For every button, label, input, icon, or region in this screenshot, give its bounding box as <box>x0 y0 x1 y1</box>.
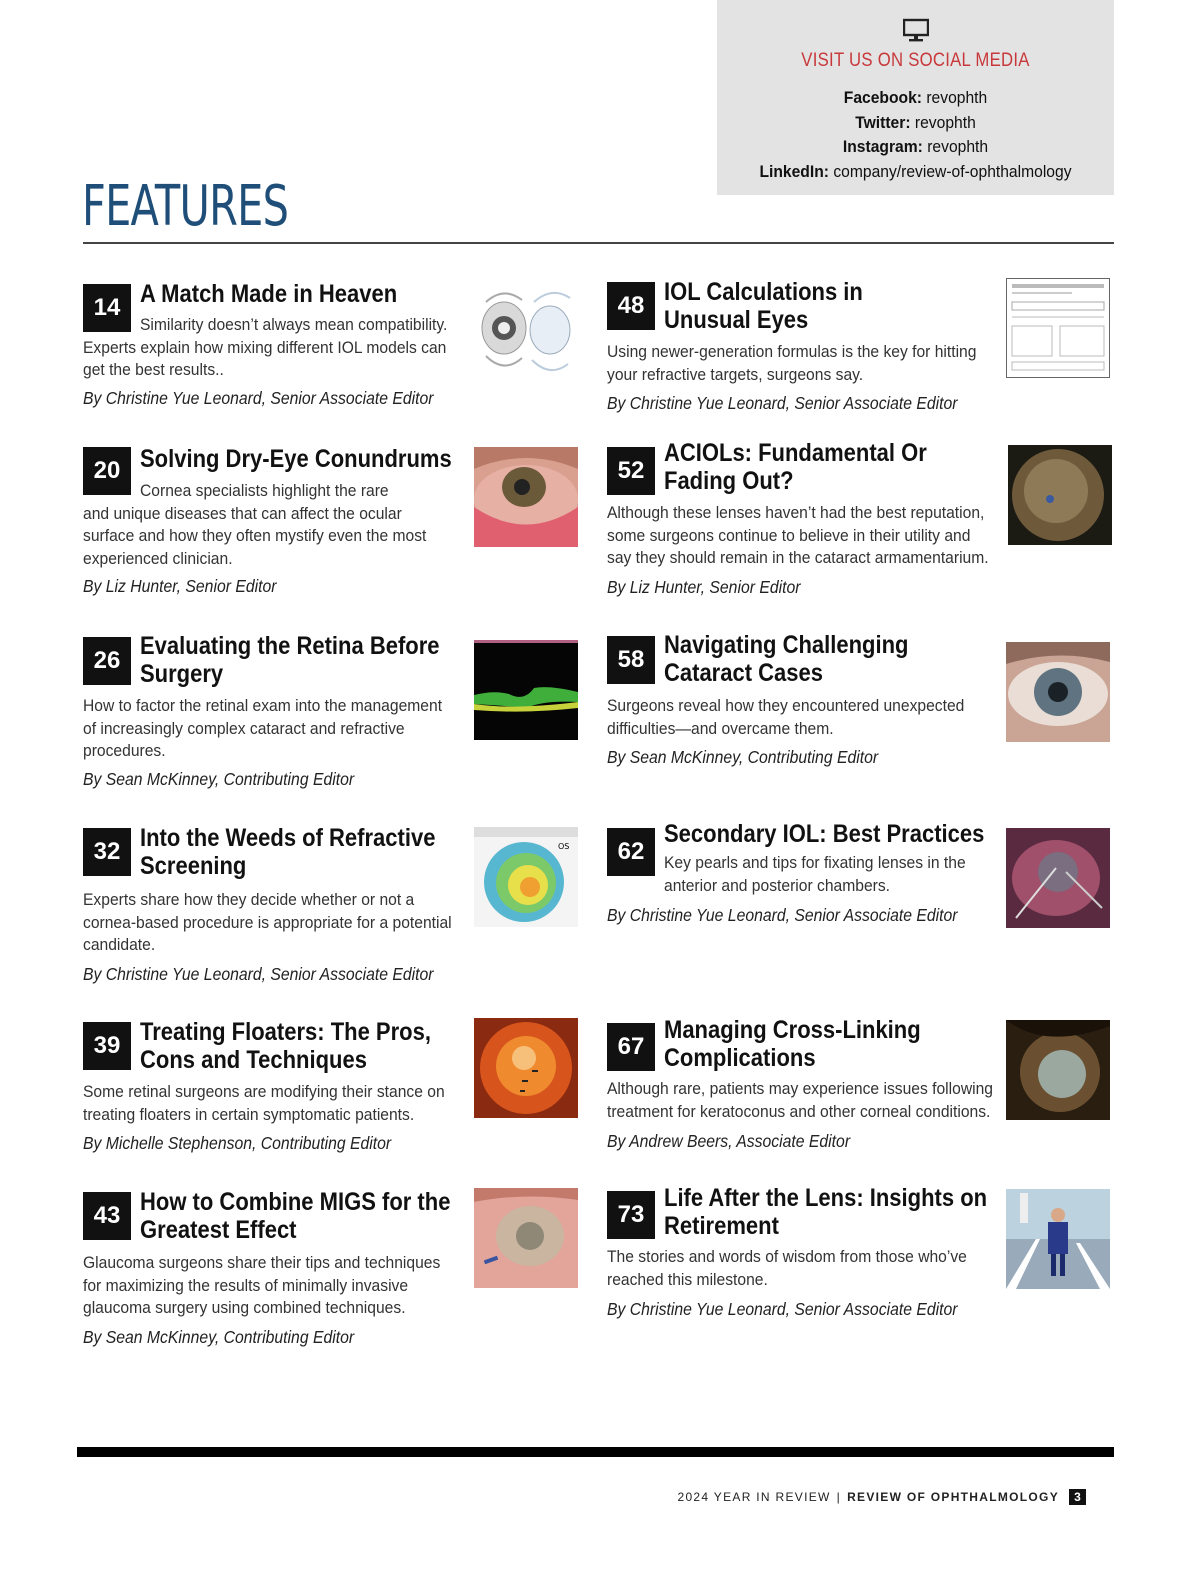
iol-lenses-icon <box>474 282 578 382</box>
cataract-eye-photo-icon <box>1006 642 1110 742</box>
article-title-line: Life After the Lens: Insights on <box>664 1184 988 1212</box>
page-number: 3 <box>1069 1489 1086 1505</box>
article-description-line: your refractive targets, surgeons say. <box>607 364 864 384</box>
article-title-line: Cons and Techniques <box>140 1046 367 1074</box>
article-title[interactable] <box>140 1018 431 1074</box>
article-description-line: procedures. <box>83 741 166 760</box>
article-title-line: Treating Floaters: The Pros, <box>140 1018 431 1046</box>
article-description-line: The stories and words of wisdom from those who’ve <box>607 1247 967 1266</box>
page-number-badge: 32 <box>83 828 131 876</box>
article-description-line: Experts share how they decide whether or not a <box>83 890 415 909</box>
article-byline: By Christine Yue Leonard, Senior Associate Editor <box>607 393 958 413</box>
article-byline: By Sean McKinney, Contributing Editor <box>607 747 879 767</box>
article-description-line: anterior and posterior chambers. <box>663 875 891 895</box>
article-title-line: IOL Calculations in <box>664 278 863 306</box>
article-title-line: Solving Dry-Eye Conundrums <box>140 445 452 473</box>
article-title-line: Evaluating the Retina Before <box>140 632 440 660</box>
article-description-line: surface and how they often mystify even the most <box>83 526 427 545</box>
article-description <box>607 341 976 386</box>
article-title-line: Managing Cross-Linking <box>664 1016 921 1044</box>
page-number-badge: 14 <box>83 284 131 332</box>
article-description-line: Although these lenses haven’t had the best reputation, <box>607 503 985 522</box>
footer-bar <box>77 1447 1114 1457</box>
article-byline: By Sean McKinney, Contributing Editor <box>83 1327 355 1347</box>
article-title-line: How to Combine MIGS for the <box>140 1188 451 1216</box>
article-description-line: Cornea specialists highlight the rare <box>139 481 389 500</box>
page-number-badge: 48 <box>607 282 655 330</box>
article-description-line: Key pearls and tips for fixating lenses in the <box>663 853 966 872</box>
footer-issue: 2024 YEAR IN REVIEW <box>677 1490 831 1504</box>
article-title[interactable] <box>664 1184 987 1240</box>
social-title: VISIT US ON SOCIAL MEDIA <box>801 50 1030 71</box>
footer-publication: REVIEW OF OPHTHALMOLOGY <box>847 1490 1059 1504</box>
article-byline: By Liz Hunter, Senior Editor <box>607 577 801 597</box>
topography-map-icon <box>474 827 578 927</box>
iol-form-icon <box>1006 278 1110 378</box>
cross-linking-eye-icon <box>1006 1020 1110 1120</box>
page-number-badge: 52 <box>607 447 655 495</box>
article-description-line: Although rare, patients may experience issues following <box>607 1079 994 1098</box>
page-number-badge: 58 <box>607 636 655 684</box>
floaters-fundus-icon <box>474 1018 578 1118</box>
article-title[interactable] <box>664 439 927 495</box>
article-title-line: Fading Out? <box>664 467 794 495</box>
article-description <box>607 1246 967 1291</box>
article-description <box>83 695 442 763</box>
social-handle: revophth <box>914 112 976 132</box>
article-title[interactable] <box>664 278 863 334</box>
oct-scan-icon <box>474 640 578 740</box>
article-description <box>607 1078 993 1123</box>
footer <box>677 1489 1086 1505</box>
article-title-line: Surgery <box>140 660 224 688</box>
article-description-line: candidate. <box>83 935 156 954</box>
article-description <box>83 889 452 957</box>
social-instagram[interactable] <box>733 135 1098 160</box>
social-label: LinkedIn: <box>759 161 829 181</box>
article-byline: By Christine Yue Leonard, Senior Associate Editor <box>83 964 434 984</box>
social-links <box>717 86 1114 184</box>
article-title-line: A Match Made in Heaven <box>140 280 398 308</box>
article-byline: By Andrew Beers, Associate Editor <box>607 1131 851 1151</box>
social-handle: revophth <box>927 137 989 156</box>
article-description <box>83 1081 445 1126</box>
monitor-icon <box>903 18 929 44</box>
article-description-line: and unique diseases that can affect the ocular <box>83 503 402 523</box>
surgery-photo-icon <box>1006 828 1110 928</box>
social-facebook[interactable] <box>733 86 1098 111</box>
article-description-line: experienced clinician. <box>83 548 233 568</box>
article-description-line: some surgeons continue to believe in their utility and <box>607 525 971 545</box>
article-description-line: for maximizing the results of minimally invasive <box>83 1275 409 1295</box>
article-title-line: ACIOLs: Fundamental Or <box>664 439 927 467</box>
article-title[interactable] <box>140 445 452 473</box>
footer-separator: | <box>836 1490 842 1504</box>
article-description-line: treating floaters in certain symptomatic patients. <box>83 1104 415 1124</box>
social-label: Instagram: <box>842 137 923 156</box>
article-description <box>607 695 964 740</box>
article-description-line: Similarity doesn’t always mean compatibility. <box>139 315 448 334</box>
article-byline: By Liz Hunter, Senior Editor <box>83 576 277 596</box>
article-description-line: get the best results.. <box>83 360 224 379</box>
article-title-line: Into the Weeds of Refractive <box>140 824 436 852</box>
article-description <box>83 314 447 382</box>
article-byline: By Christine Yue Leonard, Senior Associate Editor <box>607 1299 958 1319</box>
article-title-line: Unusual Eyes <box>664 306 809 334</box>
article-title-line: Navigating Challenging <box>664 631 909 659</box>
social-linkedin[interactable] <box>733 160 1098 185</box>
lighthouse-person-photo-icon <box>1006 1189 1110 1289</box>
article-title-line: Greatest Effect <box>140 1216 297 1244</box>
page-number-badge: 26 <box>83 637 131 685</box>
article-description-line: glaucoma surgery using combined techniques. <box>83 1298 406 1317</box>
article-description <box>83 480 426 570</box>
article-description-line: say they should remain in the cataract armamentarium. <box>607 548 989 567</box>
article-title-line: Retirement <box>664 1212 779 1240</box>
article-title-line: Complications <box>664 1044 816 1072</box>
article-byline: By Christine Yue Leonard, Senior Associate Editor <box>83 388 434 408</box>
migs-eye-photo-icon <box>474 1188 578 1288</box>
article-description-line: Glaucoma surgeons share their tips and techniques <box>83 1253 441 1272</box>
features-heading: FEATURES <box>82 174 289 239</box>
article-description-line: Some retinal surgeons are modifying their stance on <box>83 1082 445 1101</box>
article-byline: By Christine Yue Leonard, Senior Associate Editor <box>607 905 958 925</box>
social-handle: revophth <box>926 88 988 107</box>
article-byline: By Sean McKinney, Contributing Editor <box>83 769 355 789</box>
article-description-line: How to factor the retinal exam into the management <box>83 696 443 715</box>
article-description <box>83 1252 440 1320</box>
aciol-eye-photo-icon <box>1008 445 1112 545</box>
article-description <box>607 502 989 570</box>
article-description-line: Using newer-generation formulas is the key for hitting <box>607 342 977 361</box>
article-description-line: reached this milestone. <box>607 1269 768 1289</box>
page-number-badge: 62 <box>607 828 655 876</box>
social-media-box <box>717 0 1114 195</box>
page-number-badge: 67 <box>607 1023 655 1071</box>
social-label: Twitter: <box>855 112 911 132</box>
page-number-badge: 39 <box>83 1022 131 1070</box>
article-title[interactable] <box>664 820 984 848</box>
article-title[interactable] <box>140 280 397 308</box>
svg-text:OS: OS <box>558 842 570 851</box>
article-title-line: Screening <box>140 852 247 880</box>
social-label: Facebook: <box>843 88 922 107</box>
article-title-line: Secondary IOL: Best Practices <box>664 820 985 848</box>
article-description-line: of increasingly complex cataract and refractive <box>83 718 405 738</box>
social-handle: company/review-of-ophthalmology <box>833 161 1072 181</box>
article-description <box>607 852 966 897</box>
article-title[interactable] <box>140 824 435 880</box>
article-title[interactable] <box>664 1016 921 1072</box>
features-divider <box>83 242 1114 244</box>
article-title[interactable] <box>140 1188 450 1244</box>
article-description-line: treatment for keratoconus and other corneal conditions. <box>607 1101 991 1121</box>
page-number-badge: 43 <box>83 1192 131 1240</box>
article-title-line: Cataract Cases <box>664 659 823 687</box>
article-title[interactable] <box>664 631 908 687</box>
red-eye-photo-icon <box>474 447 578 547</box>
page-number-badge: 20 <box>83 447 131 495</box>
article-description-line: cornea-based procedure is appropriate for a potential <box>83 912 452 932</box>
article-description-line: Experts explain how mixing different IOL models can <box>83 337 447 357</box>
article-byline: By Michelle Stephenson, Contributing Editor <box>83 1133 392 1153</box>
article-description-line: difficulties—and overcame them. <box>607 718 834 738</box>
article-title[interactable] <box>140 632 440 688</box>
article-description-line: Surgeons reveal how they encountered unexpected <box>607 696 965 715</box>
social-twitter[interactable] <box>733 111 1098 136</box>
page-number-badge: 73 <box>607 1191 655 1239</box>
